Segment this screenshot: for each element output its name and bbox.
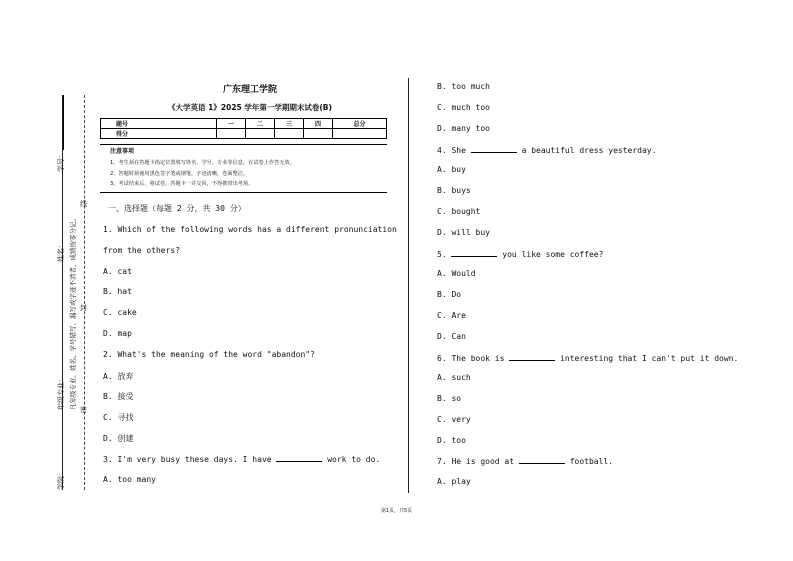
answer-blank[interactable] bbox=[519, 456, 565, 464]
option-text: C. much too bbox=[437, 103, 490, 112]
question-text: from the others? bbox=[103, 246, 181, 255]
question-part: 3. I'm very busy these days. I have bbox=[103, 455, 272, 464]
name-label: 姓名： bbox=[57, 241, 65, 262]
option-text: C. very bbox=[437, 415, 471, 424]
seal-mark-mi: 密 bbox=[80, 406, 87, 414]
option-text: A. play bbox=[437, 477, 471, 486]
option-text: B. too much bbox=[437, 82, 490, 91]
question-part: 7. He is good at bbox=[437, 457, 515, 466]
score-cell: 得分 bbox=[101, 129, 217, 139]
question-part: 5. bbox=[437, 250, 447, 259]
option-text: C. bought bbox=[437, 207, 481, 216]
score-table-row-score bbox=[101, 129, 387, 139]
score-cell bbox=[245, 129, 274, 139]
score-cell: 题号 bbox=[101, 119, 217, 129]
option-text: D. 创建 bbox=[103, 434, 134, 443]
answer-blank[interactable] bbox=[471, 145, 517, 153]
question-text bbox=[437, 249, 603, 259]
question-text bbox=[437, 145, 656, 155]
score-cell bbox=[275, 129, 304, 139]
student-id-line bbox=[63, 95, 64, 150]
question-text: 1. Which of the following words has a different pronunciation bbox=[103, 225, 397, 234]
student-id-label: 学号： bbox=[57, 151, 65, 172]
score-cell: 四 bbox=[304, 119, 333, 129]
score-cell: 一 bbox=[216, 119, 245, 129]
school-name: 广东理工学院 bbox=[222, 85, 277, 95]
question-part: interesting that I can't put it down. bbox=[560, 354, 739, 363]
option-text: B. hat bbox=[103, 287, 132, 296]
question-text: 2. What's the meaning of the word "abandon"? bbox=[103, 350, 315, 359]
question-part: 4. She bbox=[437, 146, 466, 155]
option-text: B. so bbox=[437, 394, 462, 403]
score-cell: 总分 bbox=[333, 119, 387, 129]
score-cell bbox=[333, 129, 387, 139]
question-text bbox=[103, 454, 380, 464]
option-text: D. map bbox=[103, 329, 132, 338]
question-part: 6. The book is bbox=[437, 354, 505, 363]
notice-item: 1、考生须在答题卡指定位置填写姓名、学号、专业等信息，在试卷上作答无效。 bbox=[110, 160, 295, 166]
option-text: B. 接受 bbox=[103, 392, 134, 401]
answer-blank[interactable] bbox=[276, 454, 322, 462]
notice-item: 3、考试结束后，将试卷、答题卡一并交回，不得携带出考场。 bbox=[110, 181, 254, 187]
question-text bbox=[437, 456, 613, 466]
question-part: work to do. bbox=[327, 455, 381, 464]
score-cell: 三 bbox=[275, 119, 304, 129]
option-text: C. Are bbox=[437, 311, 466, 320]
question-text bbox=[437, 353, 738, 363]
question-part: you like some coffee? bbox=[502, 250, 604, 259]
option-text: C. cake bbox=[103, 308, 137, 317]
class-major-label: 年级专业： bbox=[57, 375, 65, 410]
option-text: A. such bbox=[437, 373, 471, 382]
binding-warning: 凡年级专业、姓名、学号错写、漏写或字迹不清者，成绩按零分记。 bbox=[69, 215, 77, 410]
score-cell: 二 bbox=[245, 119, 274, 129]
margin-line-inner bbox=[84, 95, 85, 490]
option-text: D. too bbox=[437, 436, 466, 445]
option-text: D. Can bbox=[437, 332, 466, 341]
option-text: A. too many bbox=[103, 475, 156, 484]
score-table-row-header bbox=[101, 119, 387, 129]
notice-item: 2、答题时须使用黑色签字笔或钢笔，字迹清晰，卷面整洁。 bbox=[110, 170, 249, 177]
college-label: 学院： bbox=[57, 469, 65, 490]
column-divider bbox=[408, 78, 409, 493]
option-text: B. Do bbox=[437, 290, 462, 299]
option-text: A. Would bbox=[437, 269, 476, 278]
seal-mark-xian: 线 bbox=[80, 200, 87, 208]
score-table bbox=[100, 118, 387, 139]
question-part: a beautiful dress yesterday. bbox=[521, 146, 657, 155]
answer-blank[interactable] bbox=[451, 249, 497, 257]
option-text: A. buy bbox=[437, 165, 466, 174]
notice-heading: 注意事项 bbox=[110, 148, 135, 155]
option-text: D. many too bbox=[437, 124, 490, 133]
notice bbox=[100, 146, 387, 190]
option-text: A. 放弃 bbox=[103, 372, 134, 381]
page-footer: 第1页，共5页 bbox=[380, 508, 413, 514]
answer-blank[interactable] bbox=[509, 353, 555, 361]
option-text: C. 寻找 bbox=[103, 413, 134, 422]
section-heading: 一、选择题（每题 2 分，共 30 分） bbox=[108, 204, 246, 213]
seal-mark-feng: 封 bbox=[80, 304, 87, 312]
question-part: football. bbox=[569, 457, 614, 466]
score-cell bbox=[304, 129, 333, 139]
option-text: B. buys bbox=[437, 186, 471, 195]
option-text: A. cat bbox=[103, 267, 132, 276]
exam-title: 《大学英语 1》2025 学年第一学期期末试卷(B) bbox=[168, 103, 332, 112]
option-text: D. will buy bbox=[437, 228, 490, 237]
score-cell bbox=[216, 129, 245, 139]
